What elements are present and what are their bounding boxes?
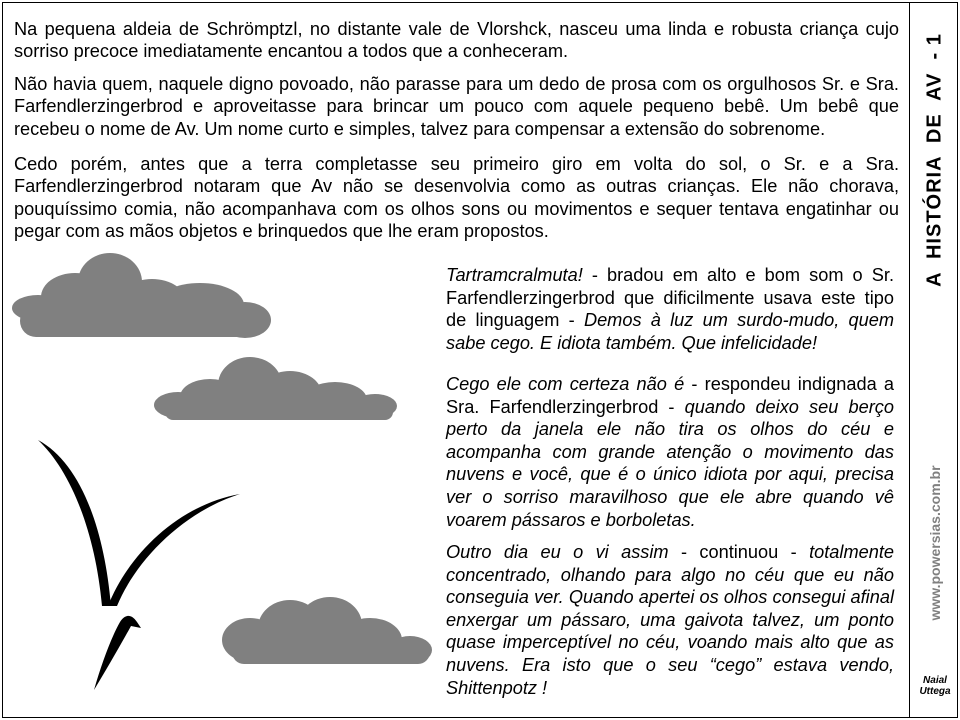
dialogue-3-speech-start: Outro dia eu o vi assim xyxy=(446,542,669,562)
author-first-name: Naial xyxy=(923,675,947,686)
paragraph-2: Não havia quem, naquele digno povoado, não parasse para um dedo de prosa com os orgulhosos Sr. e Sra. Farfendlerzingerbrod e aproveitasse para brincar um pouco com aquele pequeno bebê. Um bebê que recebeu o nome de Av. Um nome curto e simples, talvez para compensar a extensão do sobrenome. xyxy=(14,74,899,139)
dialogue-2-speech: quando deixo seu berço perto da janela ele não tira os olhos do céu e acompanha com grande atenção o movimento das nuvens e você, que é o único idiota por aqui, precisa ver o sorriso maravilhoso que ele abre quando vê voarem pássaros e borboletas. xyxy=(446,396,894,530)
bird-icon xyxy=(38,440,240,690)
author-last-name: Uttega xyxy=(919,686,951,697)
dialogue-1-exclamation: Tartramcralmuta! xyxy=(446,265,583,285)
paragraph-1: Na pequena aldeia de Schrömptzl, no distante vale de Vlorshck, nasceu uma linda e robusta criança cujo sorriso precoce imediatamente encantou a todos que a conheceram. xyxy=(14,19,899,62)
cloud-icon xyxy=(222,597,432,664)
cloud-icon xyxy=(12,253,271,338)
dialogue-1-narration: - bradou em alto e bom som o Sr. Farfendlerzingerbrod que dificilmente usava este tipo de linguagem - xyxy=(446,265,894,331)
dialogue-3-speech: totalmente concentrado, olhando para algo no céu que eu não conseguia ver. Quando apertei os olhos consegui afinal enxergar um pássaro, uma gaivota talvez, um ponto quase imperceptível no céu, voando mais alto que as nuvens. Era isto que o seu “cego” estava vendo, Shittenpotz ! xyxy=(446,542,895,698)
paragraph-3: Cedo porém, antes que a terra completasse seu primeiro giro em volta do sol, o Sr. e a Sra. Farfendlerzingerbrod notaram que Av não se desenvolvia como as outras crianças. Ele não chorava, pouquíssimo comia, não acompanhava com os olhos sons ou movimentos e sequer tentava engatinhar ou pegar com as mãos objetos e brinquedos que lhe eram propostos. xyxy=(14,154,899,242)
dialogue-2-speech-start: Cego ele com certeza não é xyxy=(446,374,685,394)
dialogue-2-narration: - respondeu indignada a Sra. Farfendlerzingerbrod - xyxy=(446,374,894,417)
dialogue-3-narration: - continuou - xyxy=(668,542,810,562)
dialogue-1-speech: Demos à luz um surdo-mudo, quem sabe cego. E idiota também. Que infelicidade! xyxy=(446,310,894,353)
cloud-icon xyxy=(154,357,397,420)
author-credit xyxy=(912,675,958,697)
